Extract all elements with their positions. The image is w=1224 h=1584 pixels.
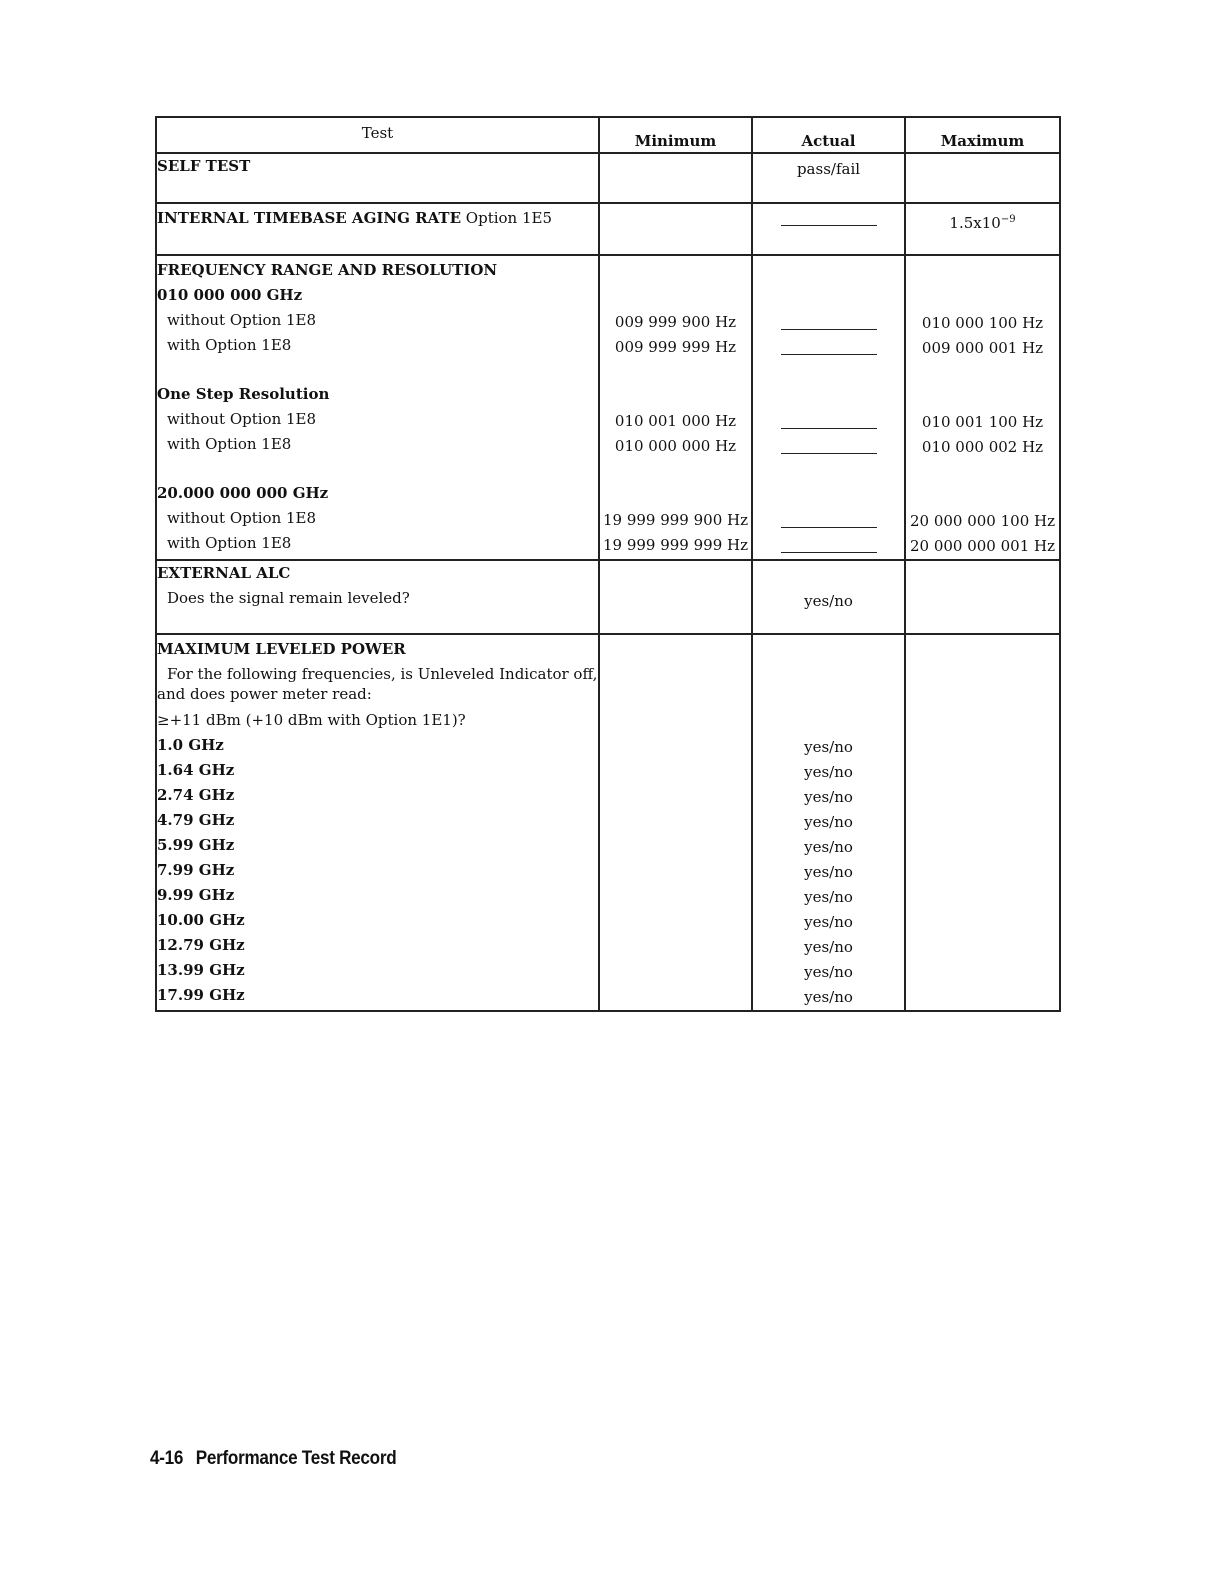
mlp-title: MAXIMUM LEVELED POWER	[157, 640, 406, 658]
mlp-frequency-11: 17.99 GHz	[157, 986, 245, 1004]
header-test: Test	[156, 117, 599, 153]
frequency-range-row	[156, 255, 1060, 560]
header-actual: Actual	[752, 117, 905, 153]
freq-g1-r1-actual-blank[interactable]	[781, 317, 877, 330]
footer-title: Performance Test Record	[195, 1448, 397, 1469]
performance-test-record-table	[155, 116, 1061, 1012]
freq-group-2-label: One Step Resolution	[157, 385, 330, 403]
freq-g1-r2-label: with Option 1E8	[167, 336, 292, 354]
freq-g3-r1-actual-blank[interactable]	[781, 515, 877, 528]
timebase-option: Option 1E5	[465, 209, 553, 227]
mlp-frequency-8: 10.00 GHz	[157, 911, 245, 929]
mlp-answer-6: yes/no	[804, 863, 853, 881]
mlp-frequency-10: 13.99 GHz	[157, 961, 245, 979]
mlp-question-line-1: For the following frequencies, is Unleveled Indicator off,	[167, 665, 598, 683]
freq-g2-r2-min: 010 000 000 Hz	[614, 437, 737, 455]
freq-g1-r2-max: 009 000 001 Hz	[921, 339, 1044, 357]
freq-g2-r2-label: with Option 1E8	[167, 435, 292, 453]
freq-g3-r2-label: with Option 1E8	[167, 534, 292, 552]
mlp-answer-5: yes/no	[804, 838, 853, 856]
freq-g2-r1-actual-blank[interactable]	[781, 416, 877, 429]
self-test-row	[156, 153, 1060, 203]
table-header-row	[156, 117, 1060, 153]
external-alc-title: EXTERNAL ALC	[157, 564, 291, 582]
external-alc-row	[156, 560, 1060, 634]
freq-g1-r1-label: without Option 1E8	[167, 311, 317, 329]
freq-g3-r1-label: without Option 1E8	[167, 509, 317, 527]
freq-g2-r1-min: 010 001 000 Hz	[614, 412, 737, 430]
timebase-actual-blank[interactable]	[781, 213, 877, 226]
timebase-title: INTERNAL TIMEBASE AGING RATE	[157, 209, 462, 227]
mlp-question	[157, 662, 598, 708]
page-number: 4-16	[150, 1448, 184, 1469]
freq-g3-r2-min: 19 999 999 999 Hz	[602, 536, 749, 554]
header-minimum: Minimum	[599, 117, 752, 153]
external-alc-question: Does the signal remain leveled?	[167, 589, 410, 607]
freq-g3-r2-actual-blank[interactable]	[781, 540, 877, 553]
self-test-title: SELF TEST	[157, 157, 251, 175]
freq-g2-r2-max: 010 000 002 Hz	[921, 438, 1044, 456]
freq-group-3-label: 20.000 000 000 GHz	[157, 484, 329, 502]
mlp-frequency-7: 9.99 GHz	[157, 886, 235, 904]
freq-g2-r2-actual-blank[interactable]	[781, 441, 877, 454]
timebase-maximum	[906, 207, 1059, 232]
mlp-question-line-2: and does power meter read:	[157, 685, 372, 703]
timebase-label	[157, 206, 598, 231]
freq-g3-r1-max: 20 000 000 100 Hz	[909, 512, 1056, 530]
timebase-row	[156, 203, 1060, 255]
mlp-answer-1: yes/no	[804, 738, 853, 756]
mlp-condition: ≥+11 dBm (+10 dBm with Option 1E1)?	[157, 711, 466, 729]
self-test-actual: pass/fail	[796, 160, 861, 178]
mlp-answer-10: yes/no	[804, 963, 853, 981]
freq-g2-r1-max: 010 001 100 Hz	[921, 413, 1044, 431]
mlp-frequency-list	[157, 733, 598, 1008]
freq-g3-r2-max: 20 000 000 001 Hz	[909, 537, 1056, 555]
mlp-answer-11: yes/no	[804, 988, 853, 1006]
header-maximum: Maximum	[905, 117, 1060, 153]
frequency-range-title: FREQUENCY RANGE AND RESOLUTION	[157, 261, 498, 279]
mlp-answer-list	[753, 735, 904, 1010]
mlp-frequency-5: 5.99 GHz	[157, 836, 235, 854]
freq-g1-r2-actual-blank[interactable]	[781, 342, 877, 355]
freq-g3-r1-min: 19 999 999 900 Hz	[602, 511, 749, 529]
mlp-frequency-2: 1.64 GHz	[157, 761, 235, 779]
freq-group-1-label: 010 000 000 GHz	[157, 286, 303, 304]
mlp-frequency-9: 12.79 GHz	[157, 936, 245, 954]
mlp-answer-3: yes/no	[804, 788, 853, 806]
mlp-answer-7: yes/no	[804, 888, 853, 906]
page-footer	[150, 1448, 396, 1470]
freq-g1-r2-min: 009 999 999 Hz	[614, 338, 737, 356]
freq-g1-r1-min: 009 999 900 Hz	[614, 313, 737, 331]
mlp-answer-2: yes/no	[804, 763, 853, 781]
mlp-frequency-3: 2.74 GHz	[157, 786, 235, 804]
timebase-max-exponent: −9	[1000, 214, 1016, 225]
freq-g2-r1-label: without Option 1E8	[167, 410, 317, 428]
freq-g1-r1-max: 010 000 100 Hz	[921, 314, 1044, 332]
mlp-frequency-4: 4.79 GHz	[157, 811, 235, 829]
mlp-answer-9: yes/no	[804, 938, 853, 956]
mlp-answer-8: yes/no	[804, 913, 853, 931]
mlp-answer-4: yes/no	[804, 813, 853, 831]
max-leveled-power-row	[156, 634, 1060, 1011]
mlp-frequency-6: 7.99 GHz	[157, 861, 235, 879]
timebase-max-base: 1.5x10	[949, 214, 1001, 232]
external-alc-actual: yes/no	[804, 592, 853, 610]
mlp-frequency-1: 1.0 GHz	[157, 736, 224, 754]
